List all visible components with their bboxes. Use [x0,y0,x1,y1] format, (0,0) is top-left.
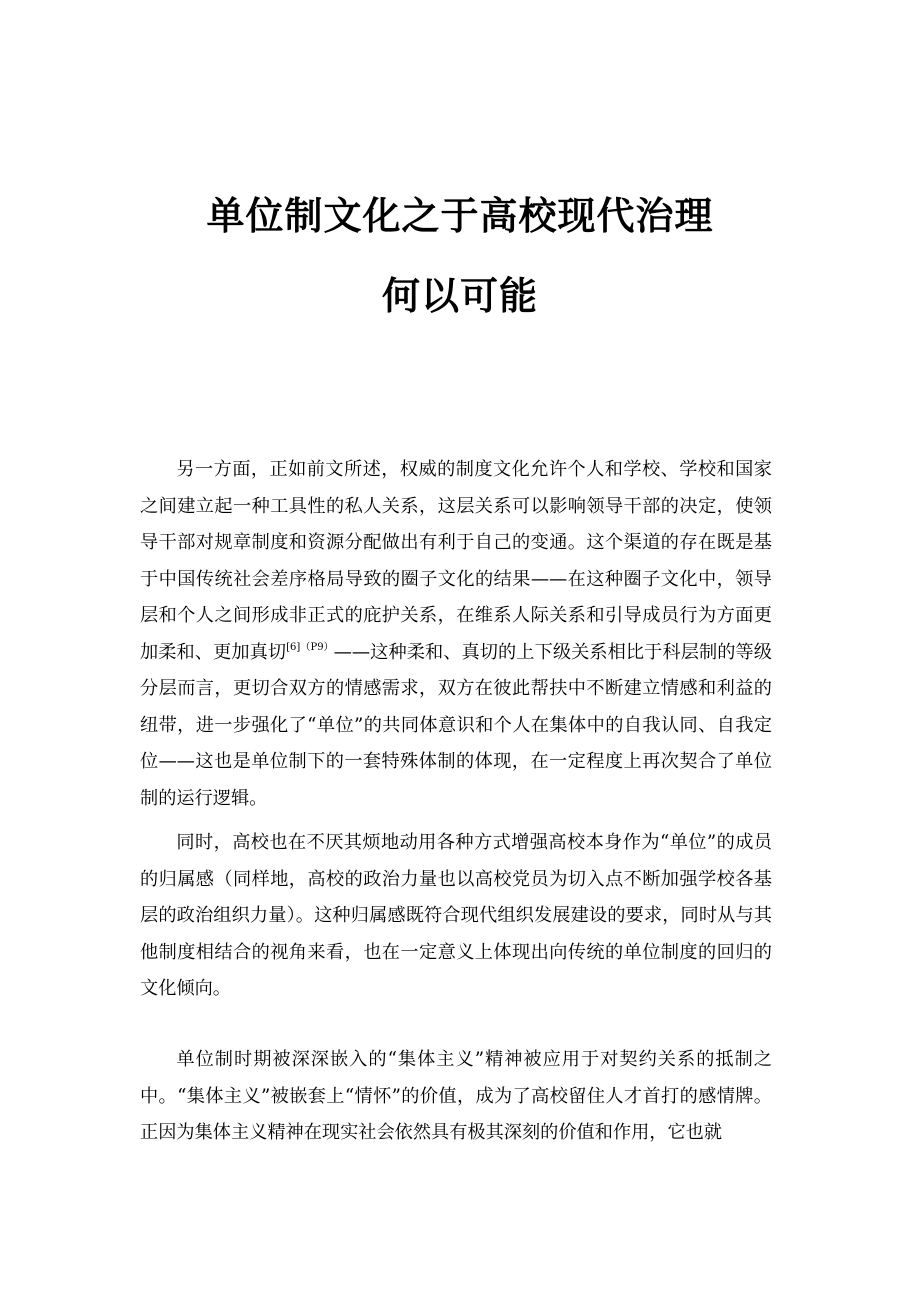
body-paragraph-1 [140,452,772,817]
citation-reference: [6]（P9） [286,641,334,653]
document-title-line-2: 何以可能 [381,274,538,318]
paragraph-1-text-after-citation: ——这种柔和、真切的上下级关系相比于科层制的等级分层而言，更切合双方的情感需求，双方在彼此帮扶中不断建立情感和利益的纽带，进一步强化了“单位”的共同体意识和个人在集体中的自我认同、自我定位——这也是单位制下的一套特殊体制的体现，在一定程度上再次契合了单位制的运行逻辑。 [140,641,772,809]
document-title-line-1: 单位制文化之于高校现代治理 [206,194,714,238]
body-paragraph-2: 同时，高校也在不厌其烦地动用各种方式增强高校本身作为“单位”的成员的归属感（同样地，高校的政治力量也以高校党员为切入点不断加强学校各基层的政治组织力量）。这种归属感既符合现代组织发展建设的要求，同时从与其他制度相结合的视角来看，也在一定意义上体现出向传统的单位制度的回归的文化倾向。 [140,832,772,999]
body-paragraph-3: 单位制时期被深深嵌入的“集体主义”精神被应用于对契约关系的抵制之中。“集体主义”被嵌套上“情怀”的价值，成为了高校留住人才首打的感情牌。正因为集体主义精神在现实社会依然具有极其深刻的价值和作用，它也就 [140,1049,772,1143]
paragraph-1-text-before-citation: 另一方面，正如前文所述，权威的制度文化允许个人和学校、学校和国家之间建立起一种工具性的私人关系，这层关系可以影响领导干部的决定，使领导干部对规章制度和资源分配做出有利于自己的变通。这个渠道的存在既是基于中国传统社会差序格局导致的圈子文化的结果——在这种圈子文化中，领导层和个人之间形成非正式的庇护关系，在维系人际关系和引导成员行为方面更加柔和、更加真切 [140,459,772,663]
